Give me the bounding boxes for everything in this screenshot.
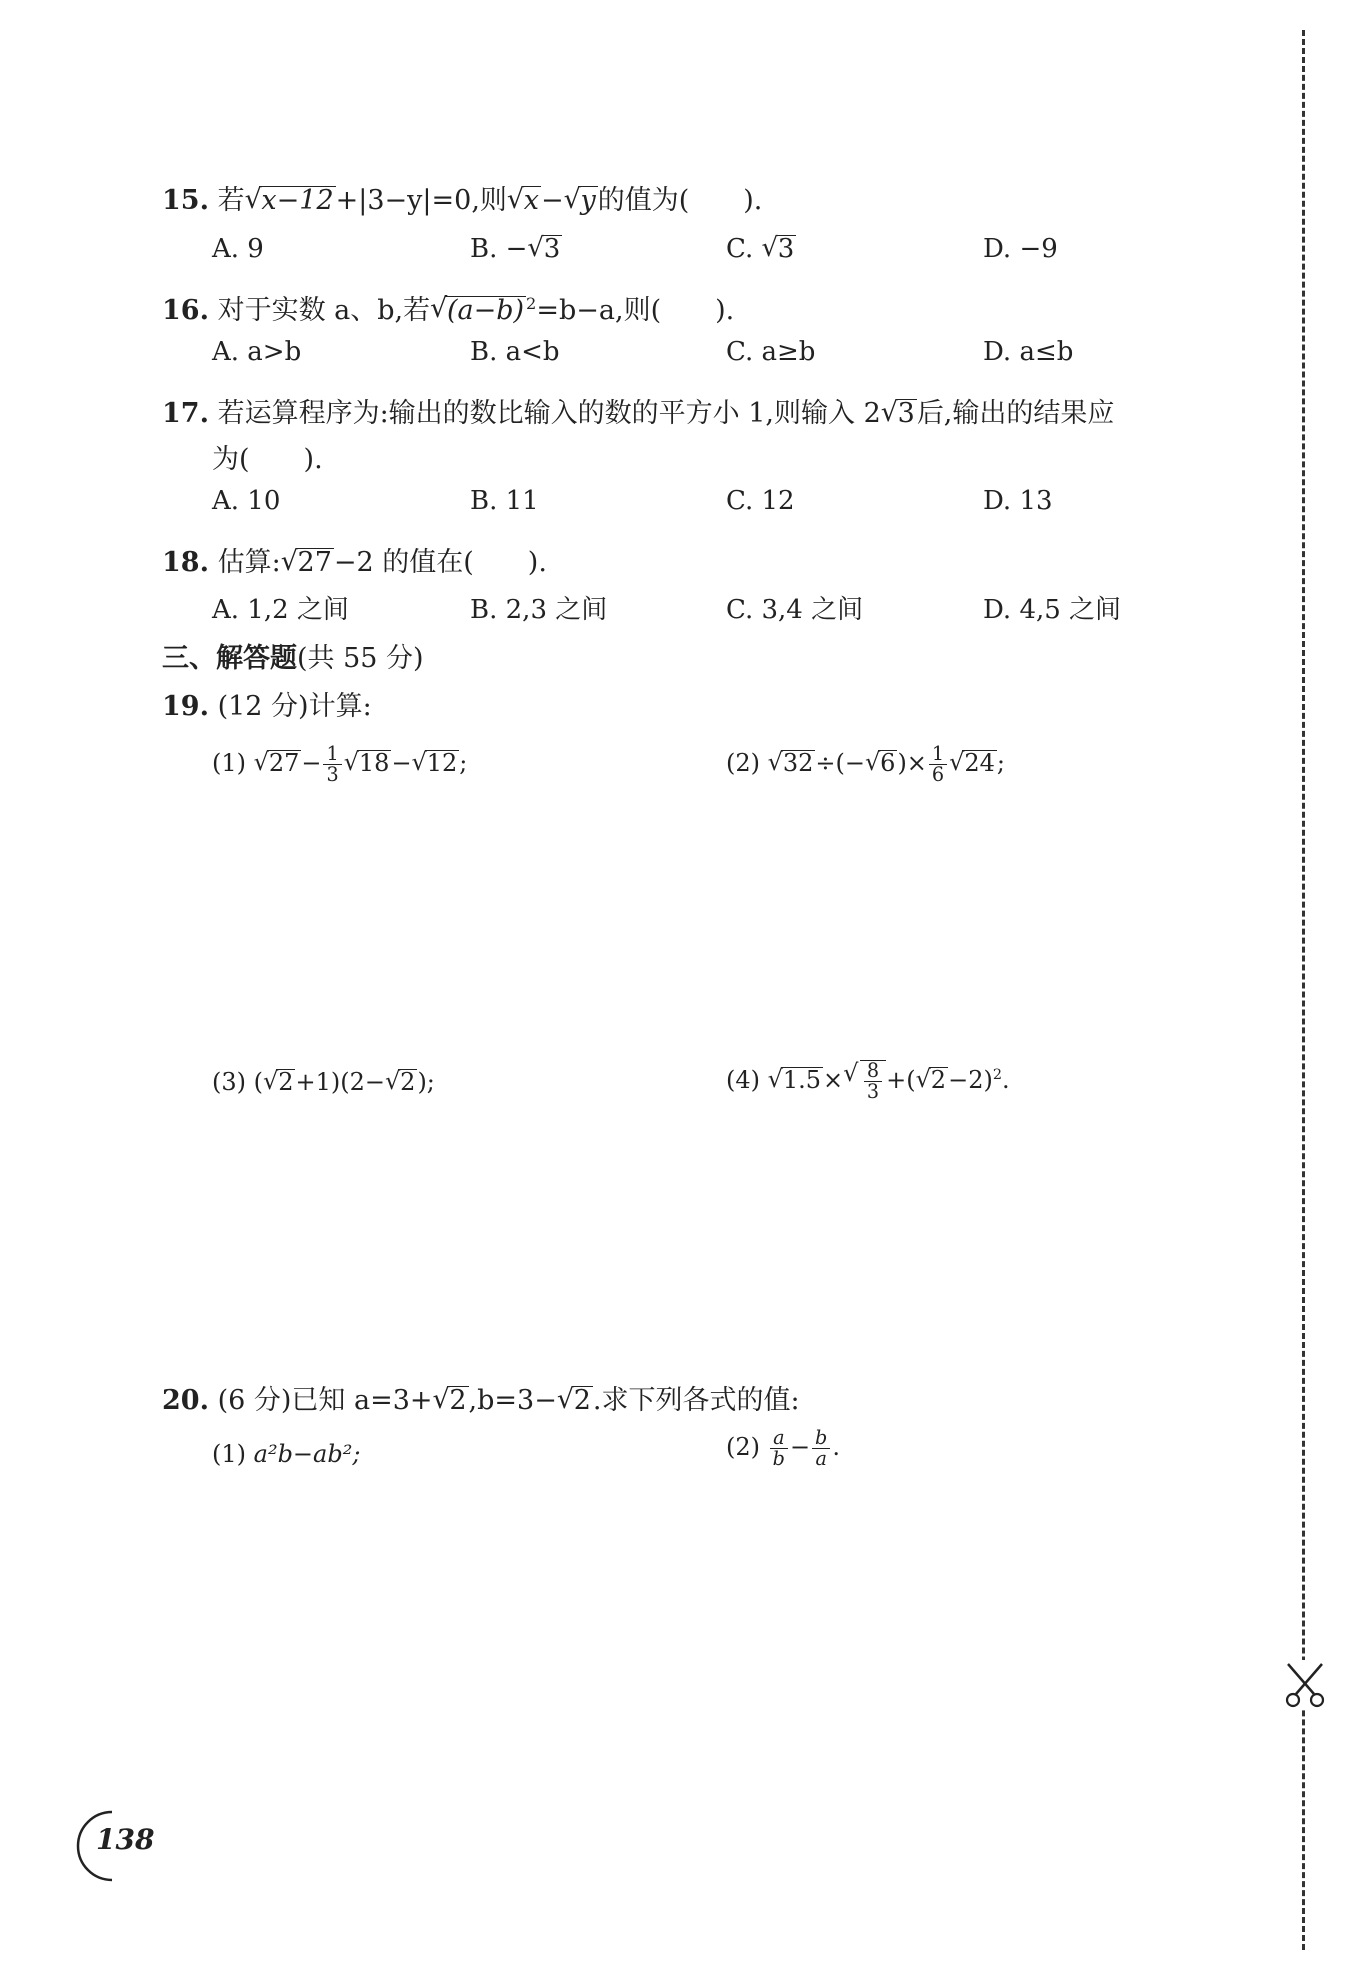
question-text-line2: 为( ). xyxy=(212,444,323,475)
option-a[interactable]: A. 10 xyxy=(212,486,281,516)
question-text: 若运算程序为:输出的数比输入的数的平方小 1,则输入 2√ 3后,输出的结果应 xyxy=(218,398,1115,429)
question-number: 19. xyxy=(162,691,209,722)
question-text: (6 分)已知 a=3+√ 2,b=3−√ 2.求下列各式的值: xyxy=(218,1385,800,1416)
option-d[interactable]: D. 13 xyxy=(983,486,1053,516)
option-b[interactable]: B. 11 xyxy=(470,486,539,516)
question-number: 18. xyxy=(162,547,209,578)
option-a[interactable]: A. 1,2 之间 xyxy=(212,595,349,625)
question-number: 17. xyxy=(162,398,209,429)
question-number: 16. xyxy=(162,295,209,326)
option-d[interactable]: D. 4,5 之间 xyxy=(983,595,1122,625)
option-b[interactable]: B. −√ 3 xyxy=(470,234,562,264)
option-c[interactable]: C. a≥b xyxy=(726,337,816,367)
option-d[interactable]: D. −9 xyxy=(983,234,1058,264)
section-heading: 三、解答题(共 55 分) xyxy=(162,643,424,674)
scissors-icon xyxy=(1280,1660,1330,1710)
option-c[interactable]: C. 12 xyxy=(726,486,795,516)
question-text: 若√ x−12+|3−y|=0,则√ x−√ y的值为( ). xyxy=(218,185,763,216)
question-17 xyxy=(162,391,1114,430)
question-19 xyxy=(162,684,372,723)
option-c[interactable]: C. √ 3 xyxy=(726,234,796,264)
sub-question-4: (4) √ 1.5× √ $\frac{8}{3}$ +(√ 2−2)$^2$. xyxy=(726,1060,1010,1102)
option-a[interactable]: A. a>b xyxy=(212,337,302,367)
option-b[interactable]: B. 2,3 之间 xyxy=(470,595,608,625)
option-a[interactable]: A. 9 xyxy=(212,234,264,264)
question-20 xyxy=(162,1378,800,1417)
question-number: 15. xyxy=(162,185,209,216)
sub-question-3: (3) (√ 2+1)(2−√ 2); xyxy=(212,1068,435,1096)
question-18 xyxy=(162,540,547,579)
option-b[interactable]: B. a<b xyxy=(470,337,560,367)
option-d[interactable]: D. a≤b xyxy=(983,337,1074,367)
question-text: (12 分)计算: xyxy=(217,691,372,722)
question-16 xyxy=(162,288,734,327)
sub-question-1: (1) a²b−ab²; xyxy=(212,1440,361,1468)
sub-question-2: (2) $\frac{a}{b}$ − $\frac{b}{a}$ . xyxy=(726,1426,840,1471)
question-15 xyxy=(162,178,762,217)
page-number: 138 xyxy=(96,1823,155,1856)
question-text: 估算:√ 27−2 的值在( ). xyxy=(218,547,547,578)
sub-question-1: (1) √ 27− $\frac{1}{3}$ √ 18−√ 12; xyxy=(212,744,467,785)
question-text: 对于实数 a、b,若√ (a−b) $^2$=b−a,则( ). xyxy=(218,295,735,326)
question-number: 20. xyxy=(162,1385,209,1416)
sub-question-2: (2) √ 32÷(−√ 6)× $\frac{1}{6}$ √ 24; xyxy=(726,744,1005,785)
option-c[interactable]: C. 3,4 之间 xyxy=(726,595,864,625)
